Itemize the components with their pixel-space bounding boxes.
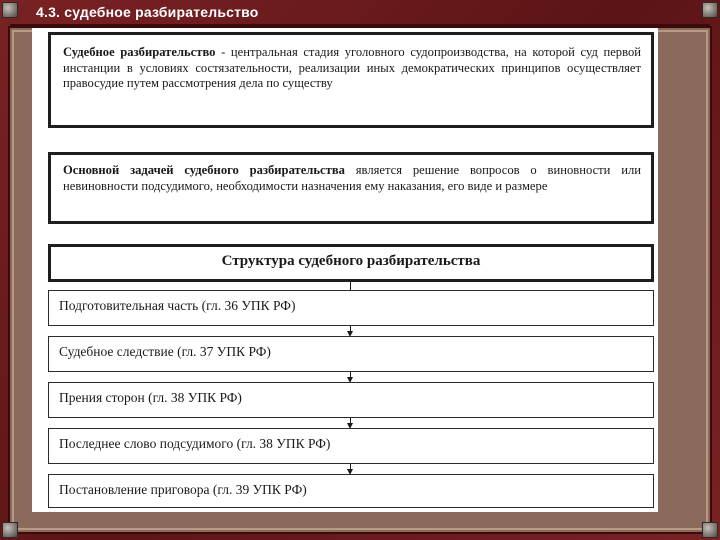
structure-step <box>48 336 654 372</box>
definition-box <box>48 32 654 128</box>
main-task-text <box>63 163 641 194</box>
definition-term: Судебное разбирательство <box>63 45 216 59</box>
main-task-term: Основной задачей судебного разбирательства <box>63 163 345 177</box>
main-task-body: является решение вопросов о виновности или невиновности подсудимого, необходимости назначения ему наказания, его виде и размере <box>63 163 641 193</box>
step-label: Постановление приговора (гл. 39 УПК РФ) <box>59 482 307 497</box>
structure-step <box>48 290 654 326</box>
definition-body: - центральная стадия уголовного судопроизводства, на которой суд первой инстанции в условиях состязательности, реализации иных демократических принципов осуществляет правосудие путем рассмотрения дела по существу <box>63 45 641 91</box>
corner-rivet-icon <box>702 2 718 18</box>
structure-title: Структура судебного разбирательства <box>221 253 481 269</box>
step-label: Судебное следствие (гл. 37 УПК РФ) <box>59 344 271 359</box>
structure-step <box>48 474 654 508</box>
corner-rivet-icon <box>2 522 18 538</box>
corner-rivet-icon <box>702 522 718 538</box>
step-label: Подготовительная часть (гл. 36 УПК РФ) <box>59 298 296 313</box>
connector-line <box>350 282 351 290</box>
main-task-box <box>48 152 654 224</box>
corner-rivet-icon <box>2 2 18 18</box>
structure-header-box <box>48 244 654 282</box>
step-label: Последнее слово подсудимого (гл. 38 УПК РФ) <box>59 436 331 451</box>
definition-text <box>63 45 641 92</box>
structure-step <box>48 428 654 464</box>
scanned-content <box>32 28 658 512</box>
step-label: Прения сторон (гл. 38 УПК РФ) <box>59 390 242 405</box>
structure-step <box>48 382 654 418</box>
slide-title: 4.3. судебное разбирательство <box>36 4 259 20</box>
